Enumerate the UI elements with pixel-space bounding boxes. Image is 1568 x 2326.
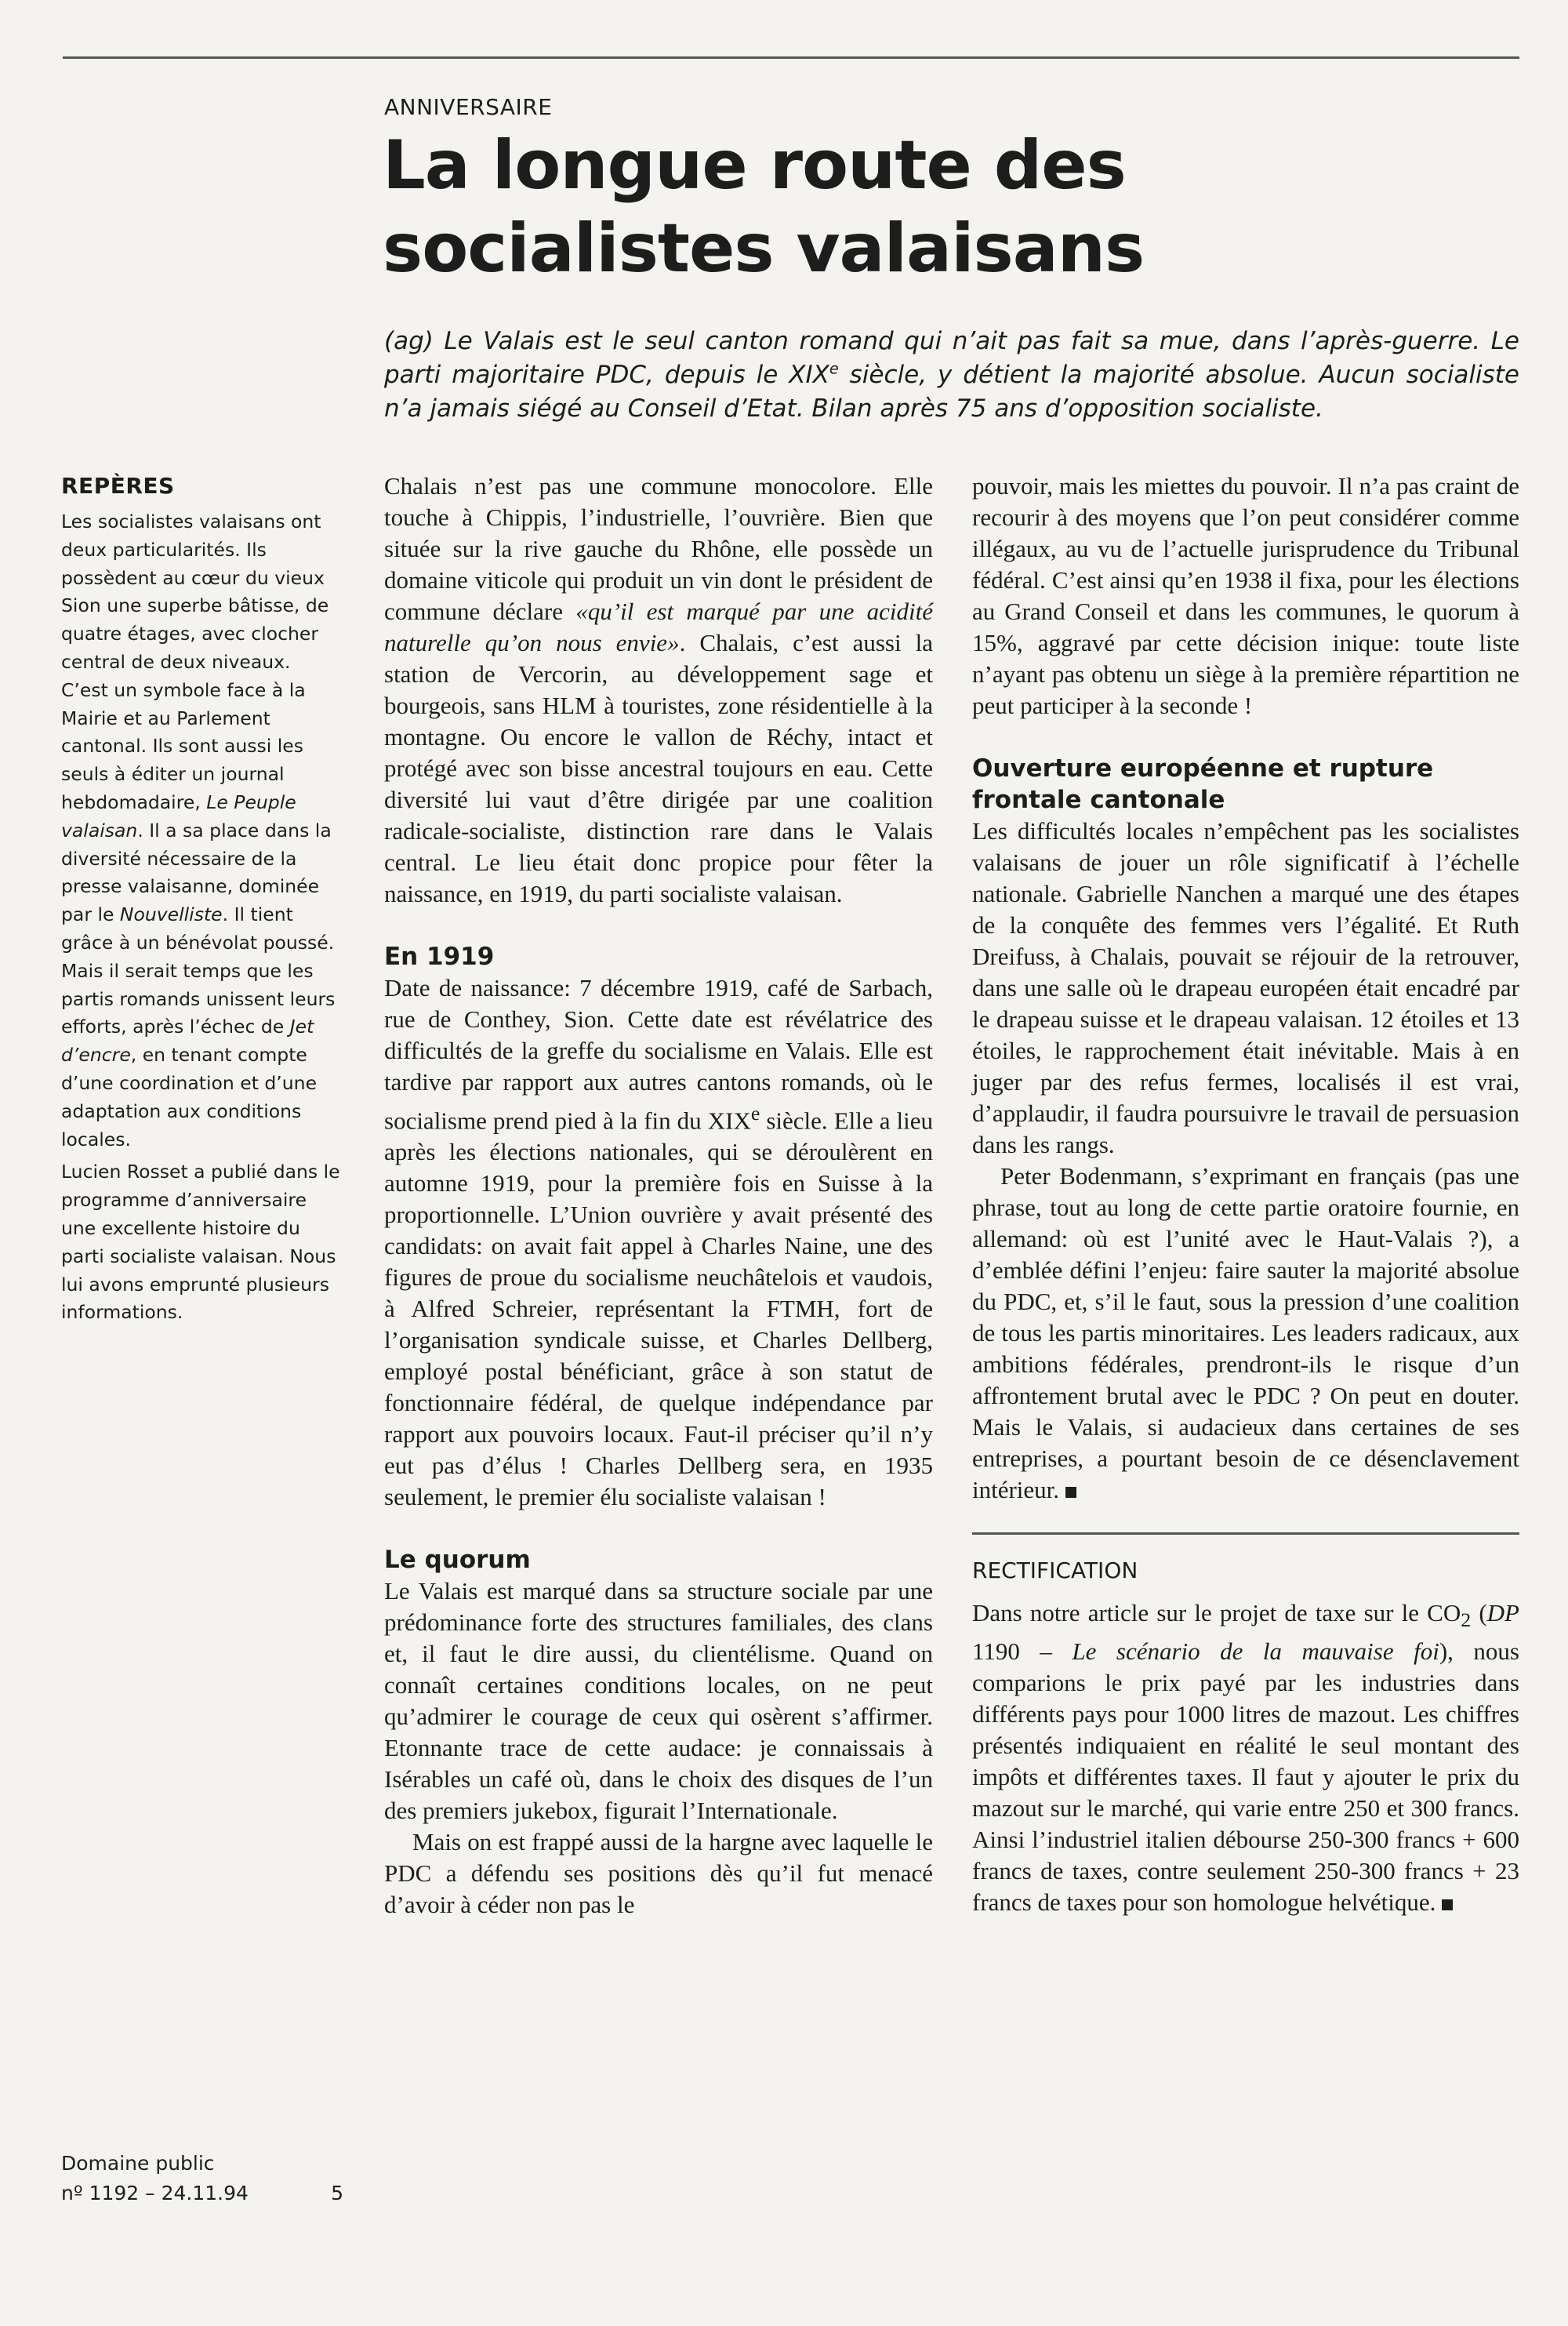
body-text: ( [1471,1599,1487,1626]
sidebar-text: Les socialistes valaisans ont deux particularités. Ils possèdent au cœur du vieux Sion une superbe bâtisse, de quatre étages, avec clocher central de deux niveaux. C’est un symbole face à la Mairie et au Parlement cantonal. Ils sont aussi les seuls à éditer un journal hebdomadaire, [61,511,329,813]
sidebar-heading: REPÈRES [61,473,175,499]
article-lead [384,325,1519,426]
sidebar-text: . Il tient grâce à un bénévolat poussé. Mais il serait temps que les partis romands unissent leurs efforts, après l’échec de [61,903,336,1038]
body-text: 1190 – [972,1637,1073,1666]
body-paragraph: Les difficultés locales n’empêchent pas les socialistes valaisans de jouer un rôle significatif à l’échelle nationale. Gabrielle Nanchen a marqué une des étapes de la conquête des femmes vers l’égalité. Et Ruth Dreifuss, à Chalais, pouvait se réjouir de la retrouver, dans une salle où le drapeau européen était encadré par le drapeau suisse et le drapeau valaisan. 12 étoiles et 13 étoiles, le rapprochement était inévitable. Mais à en juger par des refus fermes, localisés il est vrai, d’applaudir, il faudra poursuivre le travail de persuasion dans les rangs. [972,817,1519,1158]
rectification-heading: RECTIFICATION [972,1557,1138,1583]
end-of-article-mark [1065,1487,1076,1498]
end-of-article-mark [1442,1899,1453,1910]
sidebar-paragraph-2: Lucien Rosset a publié dans le programme d’anniversaire une excellente histoire du parti socialiste valaisan. Nous lui avons emprunté plusieurs informations. [61,1161,340,1324]
rectification-rule [972,1532,1519,1535]
spacer [384,910,933,941]
body-paragraph: Le Valais est marqué dans sa structure sociale par une prédominance forte des structures familiales, des clans et, il faut le dire aussi, du clientélisme. Quand on connaît certaines conditions locales, on ne peut qu’admirer le courage de ceux qui osèrent s’affirmer. Etonnante trace de cette audace: je connaissais à Isérables un café où, dans le choix des disques de l’un des premiers jukebox, figurait l’Internationale. [384,1577,933,1825]
century-sup: e [750,1102,760,1125]
sidebar-reperes [61,471,342,1332]
sidebar-paragraph-1 [61,508,342,1154]
spacer [384,1513,933,1544]
sidebar-newspaper-title: Nouvelliste [119,903,223,926]
top-rule [63,56,1519,59]
body-paragraph: Mais on est frappé aussi de la hargne avec laquelle le PDC a défendu ses positions dès qu’il fut menacé d’avoir à céder non pas le [384,1828,933,1919]
body-text: ), nous comparions le prix payé par les industries dans différents pays pour 1000 litres de mazout. Les chiffres présentés indiquaient en réalité le seul montant des impôts et différentes taxes. Il faut y ajouter le prix du mazout sur le marché, qui varie entre 250 et 300 francs. Ainsi l’industriel italien débourse 250-300 francs + 600 francs de taxes, contre seulement 250-300 francs + 23 francs de taxes pour son homologue helvétique. [972,1637,1519,1917]
co2-subscript: 2 [1461,1608,1472,1632]
sidebar-text: , en tenant compte d’une coordination et d’une adaptation aux conditions locales. [61,1044,318,1150]
body-text: Chalais n’est pas une commune monocolore. Elle touche à Chippis, l’industrielle, l’ouvrière. Bien que située sur la rive gauche du Rhône, elle possède un domaine viticole qui produit un vin dont le président de commune déclare [384,472,933,625]
publication-name: Domaine public [61,2152,215,2175]
article-title: La longue route des socialistes valaisans [383,126,1145,288]
body-paragraph-final [972,1161,1519,1506]
page-footer [61,2149,343,2208]
lead-sup: e [829,359,839,378]
body-paragraph [384,471,933,910]
body-paragraph: pouvoir, mais les miettes du pouvoir. Il n’a pas craint de recourir à des moyens que l’on peut considérer comme illégaux, au vu de l’actuelle jurisprudence du Tribunal fédéral. C’est ainsi qu’en 1938 il fixa, pour les élections au Grand Conseil et dans les communes, le quorum à 15%, aggravé par cette décision inique: toute liste n’ayant pas obtenu un siège à la première répartition ne peut participer à la seconde ! [972,472,1519,719]
section-kicker: ANNIVERSAIRE [384,94,553,120]
issue-number: nº 1192 – 24.11.94 [61,2182,249,2204]
lead-text-a: (ag) Le Valais est le seul canton romand qui n’ait pas fait sa mue, dans l’après-guerre. Le parti majoritaire PDC, depuis le XIX [384,327,1519,389]
body-text: Dans notre article sur le projet de taxe sur le CO [972,1599,1461,1626]
body-text: Date de naissance: 7 décembre 1919, café de Sarbach, rue de Conthey, Sion. Cette date est révélatrice des difficultés de la greffe du socialisme en Valais. Elle est tardive par rapport aux autres cantons romands, où le socialisme prend pied à la fin du XIX [384,974,933,1135]
subheading-quorum: Le quorum [384,1546,531,1575]
body-paragraph [384,972,933,1513]
article-column-2 [972,471,1519,1918]
article-column-1 [384,471,933,1921]
subheading-1919: En 1919 [384,943,495,971]
body-text: siècle. Elle a lieu après les élections nationales, qui se déroulèrent en automne 1919, pour la première fois en Suisse à la proportionnelle. L’Union ouvrière y avait présenté des candidats: on avait fait appel à Charles Naine, une des figures de proue du socialisme neuchâtelois et vaudois, à Alfred Schreier, représentant la FTMH, fort de l’organisation syndicale suisse, et Charles Dellberg, employé postal bénéficiant, grâce à son statut de fonctionnaire fédéral, de quelque indépendance par rapport aux pouvoirs locaux. Faut-il préciser qu’il n’y eut pas d’élus ! Charles Dellberg sera, en 1935 seulement, le premier élu socialiste valaisan ! [384,1107,933,1511]
body-text: . Chalais, c’est aussi la station de Vercorin, au développement sage et bourgeois, sans HLM à touristes, zone résidentielle à la montagne. Ou encore le vallon de Réchy, intact et protégé avec son bisse ancestral toujours en eau. Cette diversité lui vaut d’être dirigée par une coalition radicale-socialiste, distinction rare dans le Valais central. Le lieu était donc propice pour fêter la naissance, en 1919, du parti socialiste valaisan. [384,629,933,907]
subheading-ouverture: Ouverture européenne et rupture frontale cantonale [972,754,1434,814]
body-quote: «qu’il est marqué par une acidité naturelle qu’on nous envie» [384,598,933,656]
sidebar-text: . Il a sa place dans la diversité nécessaire de la presse valaisanne, dominée par le [61,819,332,926]
lead-text-b: siècle, y détient la majorité absolue. Aucun socialiste n’a jamais siégé au Conseil d’Etat. Bilan après 75 ans d’opposition socialiste. [384,361,1519,423]
cited-article-title: Le scénario de la mauvaise foi [1072,1637,1439,1666]
page-number: 5 [331,2182,343,2204]
sidebar-journal-title: Le Peuple valaisan [61,790,296,841]
rectification-paragraph [972,1597,1519,1918]
spacer [972,721,1519,753]
sidebar-publication-title: Jet d’encre [61,1016,314,1067]
dp-abbrev: DP [1486,1599,1519,1626]
body-text: Peter Bodenmann, s’exprimant en français (pas une phrase, tout au long de cette partie oratoire fournie, en allemand: où est l’unité avec le Haut-Valais ?), a d’emblée défini l’enjeu: faire sauter la majorité absolue du PDC, et, s’il le faut, sous la pression d’une coalition de tous les partis minoritaires. Les leaders radicaux, aux ambitions fédérales, prendront-ils le risque d’un affrontement brutal avec le PDC ? On peut en douter. Mais le Valais, si audacieux dans certaines de ses entreprises, a pourtant besoin de ce désenclavement intérieur. [972,1162,1519,1503]
